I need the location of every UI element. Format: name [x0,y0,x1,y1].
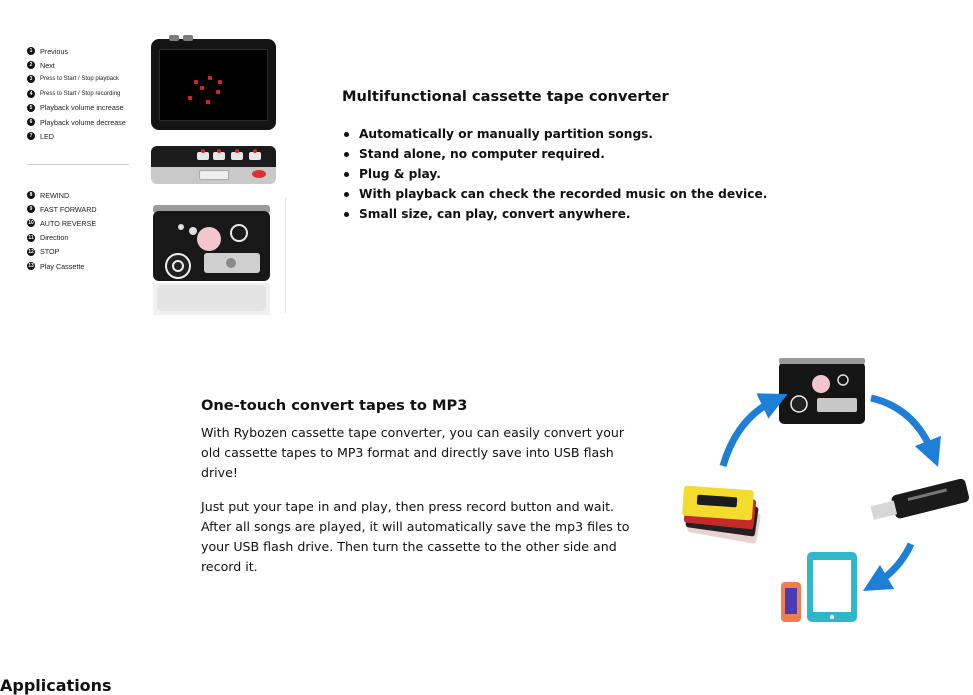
legend-item [27,87,126,101]
legend-label: LED [40,131,54,141]
legend-number: 11 [28,234,34,241]
button-dot [208,76,212,80]
conversion-cycle-illustration [675,356,973,630]
legend-number: 1 [27,47,35,55]
section-heading-multifunctional: Multifunctional cassette tape converter [342,88,669,105]
button-dot [194,80,198,84]
arrow-icon [723,400,775,466]
button-dot [206,100,210,104]
legend-label: Playback volume decrease [40,117,126,127]
feature-item: Stand alone, no computer required. [344,144,767,164]
legend-item [27,72,126,86]
feature-item: With playback can check the recorded music on the device. [344,184,767,204]
legend-label: Play Cassette [40,261,85,271]
usb-flash-drive [869,478,970,525]
legend-item [27,202,97,216]
description-paragraph: Just put your tape in and play, then press record button and wait. After all songs are played, it will automatically save the mp3 files to your USB flash drive. Then turn the cassette to the other side and record it. [201,499,630,574]
legend-label: REWIND [40,190,70,200]
red-indicator [253,149,257,153]
legend-label: FAST FORWARD [40,204,97,214]
feature-item: Small size, can play, convert anywhere. [344,204,767,224]
section-heading-applications: Applications [0,676,112,695]
knob [183,35,193,41]
feature-item: Plug & play. [344,164,767,184]
arrow-icon [871,398,933,454]
legend-item [27,101,126,115]
diagram-divider [285,198,286,313]
legend-top [27,44,126,143]
legend-item [27,231,97,245]
device-button [231,152,243,160]
legend-number: 3 [27,75,35,83]
legend-label: Playback volume increase [40,103,124,113]
arrow-icon [875,544,911,584]
knob [169,35,179,41]
red-indicator [201,149,205,153]
legend-item [27,259,97,273]
legend-label: Press to Start / Stop recording [40,90,121,97]
legend-item [27,115,126,129]
conversion-cycle-image [675,356,973,630]
converter-top-view-image [151,39,276,130]
legend-item [27,44,126,58]
legend-number: 8 [27,191,35,199]
legend-item [27,129,126,143]
legend-divider [27,164,129,165]
legend-number: 2 [27,61,35,69]
legend-label: Next [40,60,55,70]
legend-label: Previous [40,46,68,56]
button-dot [200,86,204,90]
legend-item [27,58,126,72]
legend-number: 5 [27,104,35,112]
legend-item [27,188,97,202]
brand-logo [252,170,266,178]
description-paragraph: With Rybozen cassette tape converter, you can easily convert your old cassette tapes to MP3 format and directly save into USB flash drive! [201,425,625,480]
legend-number: 6 [27,118,35,126]
legend-number: 10 [28,220,34,227]
cassette-tapes [682,486,761,544]
mobile-devices [781,552,857,622]
red-indicator [217,149,221,153]
legend-label: Press to Start / Stop playback [40,76,120,83]
legend-number: 4 [27,90,35,98]
button-dot [216,90,220,94]
section-heading-one-touch: One-touch convert tapes to MP3 [201,397,468,414]
converter-device [779,358,865,424]
legend-number: 13 [28,263,34,270]
device-button [249,152,261,160]
button-dot [218,80,222,84]
device-screen [159,49,268,121]
converter-front-view-image [151,146,276,184]
legend-bottom [27,188,97,273]
legend-number: 7 [27,132,35,140]
legend-item [27,245,97,259]
feature-list [344,124,767,224]
legend-number: 12 [28,248,34,255]
legend-item [27,216,97,230]
legend-label: AUTO REVERSE [40,218,97,228]
cassette-player-illustration [151,205,272,315]
cassette-player-image [151,205,272,315]
device-button [213,152,225,160]
red-indicator [235,149,239,153]
legend-label: Direction [40,233,69,243]
feature-item: Automatically or manually partition songs. [344,124,767,144]
button-dot [188,96,192,100]
device-button [197,152,209,160]
legend-label: STOP [40,247,60,257]
usb-slot [199,170,229,180]
legend-number: 9 [27,205,35,213]
